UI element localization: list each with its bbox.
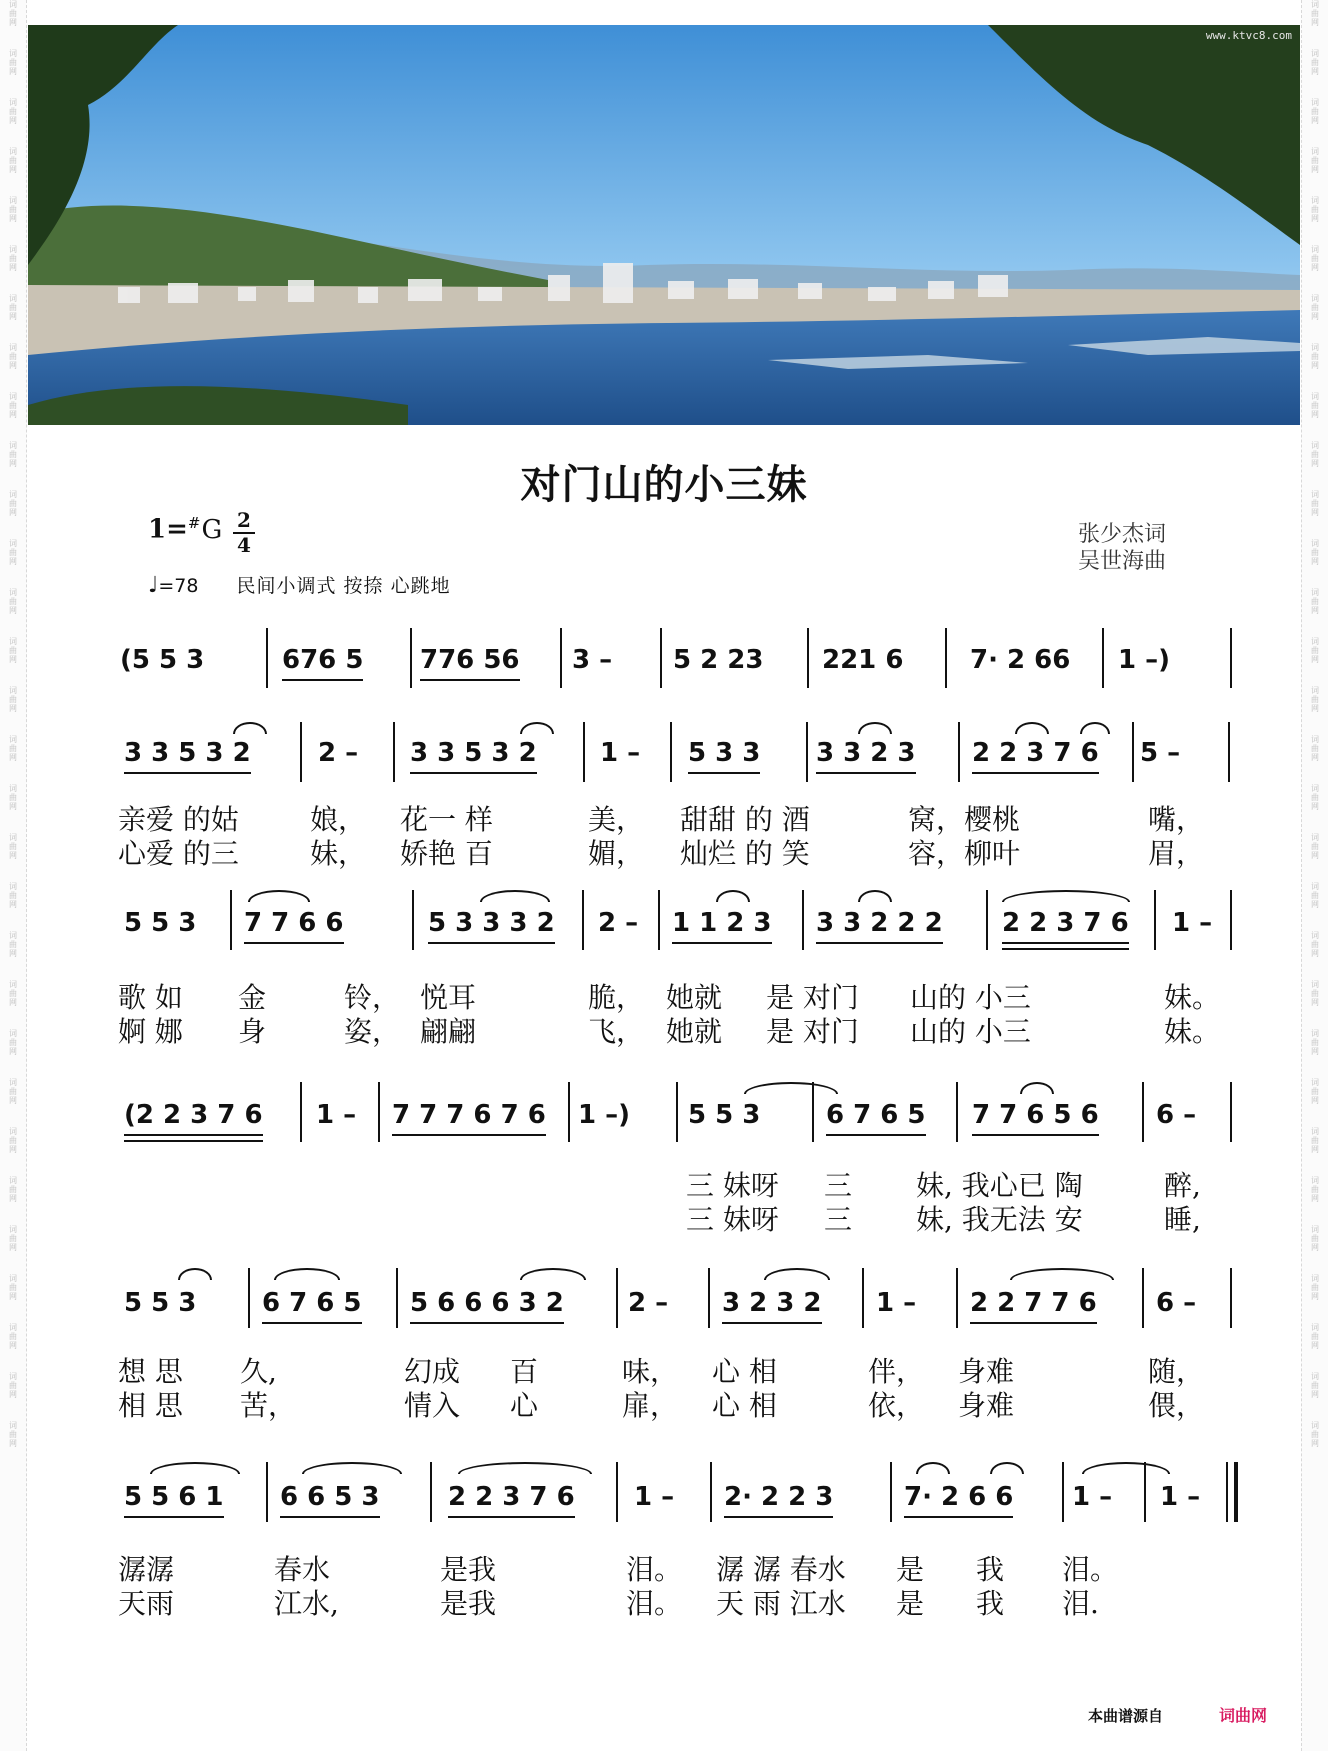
measure-group: 776 56 (420, 645, 520, 681)
measure-group: 1 –) (1118, 645, 1171, 675)
bar-line (430, 1462, 432, 1522)
side-watermark: 词 曲 网 (1311, 441, 1319, 468)
measure-group: 3 – (572, 645, 613, 675)
side-watermark: 词 曲 网 (9, 1323, 17, 1350)
lyric-word: 是我 (440, 1587, 497, 1620)
side-watermark: 词 曲 网 (9, 882, 17, 909)
side-watermark: 词 曲 网 (9, 490, 17, 517)
lyric-word: 幻成 (404, 1355, 461, 1388)
bar-line (410, 628, 412, 688)
lyric-word: 泪。 (626, 1587, 683, 1620)
measure-group: 2 – (628, 1288, 669, 1318)
bar-line (676, 1082, 678, 1142)
photo-watermark-url: www.ktvc8.com (1205, 29, 1292, 42)
bar-line (806, 722, 808, 782)
side-watermark: 词 曲 网 (1311, 637, 1319, 664)
bar-line (986, 890, 988, 950)
lyric-word: 是 对门 (766, 1015, 859, 1048)
style-description: 民间小调式 按捺 心跳地 (236, 575, 451, 597)
measure-group: 2· 2 2 3 (724, 1482, 833, 1518)
lyric-word: 妹。 (1164, 981, 1221, 1014)
lyric-word: 灿烂 的 笑 (680, 837, 810, 870)
lyric-word: 嘴， (1148, 803, 1205, 836)
measure-group: 7· 2 6 6 (904, 1482, 1013, 1518)
lyric-word: 扉， (622, 1389, 679, 1422)
side-watermark: 词 曲 网 (9, 343, 17, 370)
lyric-word: 春水 (274, 1553, 331, 1586)
measure-group: 5 2 23 (673, 645, 764, 675)
side-watermark: 词 曲 网 (9, 686, 17, 713)
measure-group: 5 3 3 (688, 738, 760, 774)
key-one: 1= (148, 514, 188, 545)
slur (520, 722, 554, 734)
measure-group: 676 5 (282, 645, 363, 681)
slur (1002, 890, 1130, 902)
side-watermark: 词 曲 网 (9, 1176, 17, 1203)
side-watermark: 词 曲 网 (1311, 343, 1319, 370)
measure-group: 5 6 6 6 3 2 (410, 1288, 564, 1324)
side-watermark: 词 曲 网 (9, 147, 17, 174)
slur (1020, 1082, 1054, 1094)
side-watermark: 词 曲 网 (1311, 98, 1319, 125)
lyric-word: 三 (824, 1169, 853, 1202)
slur (1010, 1268, 1114, 1280)
lyric-word: 铃， (344, 981, 401, 1014)
measure-group: (2 2 3 7 6 (124, 1100, 263, 1136)
side-watermark: 词 曲 网 (1311, 1127, 1319, 1154)
lyric-word: 依， (868, 1389, 925, 1422)
bar-line (1230, 1082, 1232, 1142)
measure-group: 2 2 7 7 6 (970, 1288, 1097, 1324)
side-watermark: 词 曲 网 (9, 98, 17, 125)
slur (274, 1268, 340, 1280)
right-watermark-strip (1301, 0, 1328, 1751)
measure-group: 1 – (600, 738, 641, 768)
bar-line (1230, 890, 1232, 950)
lyric-word: 醉, (1164, 1169, 1201, 1202)
lyric-word: 飞， (588, 1015, 645, 1048)
lyric-word: 眉， (1148, 837, 1205, 870)
side-watermark: 词 曲 网 (1311, 931, 1319, 958)
measure-group: 7 7 7 6 7 6 (392, 1100, 546, 1136)
side-watermark: 词 曲 网 (9, 1078, 17, 1105)
lyric-word: 她就 (666, 981, 723, 1014)
credits (1078, 521, 1166, 575)
side-watermark: 词 曲 网 (9, 441, 17, 468)
side-watermark: 词 曲 网 (1311, 1323, 1319, 1350)
tempo-line (148, 571, 451, 598)
side-watermark: 词 曲 网 (1311, 1225, 1319, 1252)
side-watermark: 词 曲 网 (9, 245, 17, 272)
lyric-word: 随， (1148, 1355, 1205, 1388)
measure-group: 3 3 5 3 2 (410, 738, 537, 774)
measure-group: 7 7 6 6 (244, 908, 344, 944)
lyric-word: 睡, (1164, 1203, 1201, 1236)
lyric-word: 金 (238, 981, 267, 1014)
measure-group: 2 – (318, 738, 359, 768)
slur (302, 1462, 402, 1474)
side-watermark: 词 曲 网 (9, 1127, 17, 1154)
bar-line (583, 722, 585, 782)
lyric-word: 妹, 我无法 安 (916, 1203, 1083, 1236)
slur (744, 1082, 838, 1094)
measure-group: 5 5 3 (124, 1288, 197, 1318)
bar-line (708, 1268, 710, 1328)
side-watermark: 词 曲 网 (9, 1029, 17, 1056)
side-watermark: 词 曲 网 (1311, 980, 1319, 1007)
slur (248, 890, 310, 902)
lyric-word: 山的 小三 (910, 1015, 1031, 1048)
slur (233, 722, 267, 734)
lyric-word: 婀 娜 (118, 1015, 183, 1048)
lyric-word: 三 妹呀 (686, 1169, 779, 1202)
bar-line (1062, 1462, 1064, 1522)
lyric-word: 身难 (958, 1355, 1015, 1388)
lyric-word: 身 (238, 1015, 267, 1048)
slur (458, 1462, 592, 1474)
side-watermark: 词 曲 网 (9, 49, 17, 76)
lyricist: 张少杰词 (1078, 522, 1167, 547)
side-watermark: 词 曲 网 (9, 833, 17, 860)
side-watermark: 词 曲 网 (1311, 392, 1319, 419)
bar-line (300, 1082, 302, 1142)
measure-group: 5 5 3 (688, 1100, 761, 1130)
key-letter: G (201, 514, 223, 545)
key-signature (148, 514, 222, 545)
side-watermark: 词 曲 网 (9, 784, 17, 811)
slur (480, 890, 550, 902)
slur (916, 1462, 950, 1474)
lyric-word: 妹, 我心已 陶 (916, 1169, 1083, 1202)
lyric-word: 心 相 (712, 1355, 777, 1388)
slur (150, 1462, 240, 1474)
slur (1080, 722, 1110, 734)
lyric-word: 山的 小三 (910, 981, 1031, 1014)
lyric-word: 是 (896, 1587, 925, 1620)
lyric-word: 亲爱 的姑 (118, 803, 239, 836)
measure-group: 1 – (634, 1482, 675, 1512)
lyric-word: 容，柳叶 (908, 837, 1021, 870)
composer: 吴世海曲 (1078, 549, 1167, 574)
measure-group: (5 5 3 (120, 645, 205, 675)
measure-group: 1 – (316, 1100, 357, 1130)
quarter-note-icon: ♩ (148, 573, 159, 598)
bar-line (1144, 1462, 1146, 1522)
side-watermark: 词 曲 网 (1311, 1372, 1319, 1399)
bar-line (812, 1082, 814, 1142)
lyric-word: 妹。 (1164, 1015, 1221, 1048)
slur (716, 890, 750, 902)
bar-line (248, 1268, 250, 1328)
lyric-word: 情入 (404, 1389, 461, 1422)
time-signature (233, 510, 255, 556)
measure-group: 1 1 2 3 (672, 908, 772, 944)
lyric-word: 泪. (1062, 1587, 1099, 1620)
measure-group: 7 7 6 5 6 (972, 1100, 1099, 1136)
lyric-word: 三 (824, 1203, 853, 1236)
lyric-word: 花一 样 (400, 803, 493, 836)
bar-line (266, 1462, 268, 1522)
measure-group: 221 6 (822, 645, 904, 675)
side-watermark: 词 曲 网 (9, 392, 17, 419)
side-watermark: 词 曲 网 (1311, 686, 1319, 713)
lyric-word: 歌 如 (118, 981, 183, 1014)
lyric-word: 心爱 的三 (118, 837, 239, 870)
footer (1088, 1703, 1267, 1726)
lyric-word: 天雨 (118, 1587, 175, 1620)
bar-line (300, 722, 302, 782)
bar-line (1102, 628, 1104, 688)
measure-group: 3 3 5 3 2 (124, 738, 251, 774)
bar-line (616, 1462, 618, 1522)
measure-group: 5 5 6 1 (124, 1482, 224, 1518)
side-watermark: 词 曲 网 (9, 735, 17, 762)
side-watermark: 词 曲 网 (9, 196, 17, 223)
side-watermark: 词 曲 网 (1311, 196, 1319, 223)
side-watermark: 词 曲 网 (1311, 147, 1319, 174)
measure-group: 7· 2 66 (970, 645, 1071, 675)
slur (178, 1268, 212, 1280)
bar-line (862, 1268, 864, 1328)
side-watermark: 词 曲 网 (1311, 1421, 1319, 1448)
slur (990, 1462, 1024, 1474)
measure-group: 2 2 3 7 6 (1002, 908, 1129, 944)
side-watermark: 词 曲 网 (1311, 882, 1319, 909)
measure-group: 6 – (1156, 1288, 1197, 1318)
measure-group: 5 – (1140, 738, 1181, 768)
final-double-bar-line (1226, 1462, 1238, 1522)
side-watermark: 词 曲 网 (1311, 833, 1319, 860)
slur (1015, 722, 1049, 734)
lyric-word: 甜甜 的 酒 (680, 803, 810, 836)
side-watermark: 词 曲 网 (1311, 490, 1319, 517)
side-watermark: 词 曲 网 (1311, 588, 1319, 615)
measure-group: 6 – (1156, 1100, 1197, 1130)
side-watermark: 词 曲 网 (9, 1372, 17, 1399)
brand-link[interactable]: 词曲网 (1219, 1706, 1268, 1725)
bar-line (616, 1268, 618, 1328)
lyric-word: 悦耳 (420, 981, 477, 1014)
measure-group: 2 – (598, 908, 639, 938)
lyric-word: 翩翩 (420, 1015, 477, 1048)
side-watermark: 词 曲 网 (1311, 1029, 1319, 1056)
measure-group: 2 2 3 7 6 (972, 738, 1099, 774)
bar-line (396, 1268, 398, 1328)
bar-line (956, 1082, 958, 1142)
lyric-word: 偎， (1148, 1389, 1205, 1422)
measure-group: 1 – (1072, 1482, 1113, 1512)
lyric-word: 美， (588, 803, 645, 836)
side-watermark: 词 曲 网 (1311, 1274, 1319, 1301)
song-title: 对门山的小三妹 (520, 461, 808, 508)
lyric-word: 潺潺 (118, 1553, 175, 1586)
time-signature-bottom: 4 (237, 533, 251, 557)
side-watermark: 词 曲 网 (9, 1225, 17, 1252)
lyric-word: 我 (976, 1553, 1005, 1586)
bar-line (1142, 1082, 1144, 1142)
lyric-word: 百 (510, 1355, 539, 1388)
measure-group: 6 6 5 3 (280, 1482, 380, 1518)
sharp-symbol: # (187, 514, 201, 532)
lyric-word: 江水, (274, 1587, 339, 1620)
side-watermark: 词 曲 网 (1311, 735, 1319, 762)
measure-group: 2 2 3 7 6 (448, 1482, 575, 1518)
bar-line (1230, 1268, 1232, 1328)
bar-line (1230, 628, 1232, 688)
slur (858, 890, 892, 902)
bar-line (230, 890, 232, 950)
lyric-word: 三 妹呀 (686, 1203, 779, 1236)
lyric-word: 是 对门 (766, 981, 859, 1014)
side-watermark: 词 曲 网 (1311, 245, 1319, 272)
header-landscape-photo (28, 25, 1300, 425)
side-watermark: 词 曲 网 (9, 980, 17, 1007)
bar-line (802, 890, 804, 950)
source-label: 本曲谱源自 (1088, 1707, 1164, 1725)
bar-line (1132, 722, 1134, 782)
slur (858, 722, 892, 734)
measure-group: 1 – (1172, 908, 1213, 938)
lyric-word: 脆， (588, 981, 645, 1014)
bar-line (582, 890, 584, 950)
measure-group: 3 2 3 2 (722, 1288, 822, 1324)
measure-group: 3 3 2 2 2 (816, 908, 943, 944)
side-watermark: 词 曲 网 (9, 637, 17, 664)
lyric-word: 妹， (310, 837, 367, 870)
measure-group: 5 5 3 (124, 908, 197, 938)
side-watermark: 词 曲 网 (1311, 49, 1319, 76)
bar-line (807, 628, 809, 688)
lyric-word: 窝，樱桃 (908, 803, 1021, 836)
lyric-word: 相 思 (118, 1389, 183, 1422)
slur (764, 1268, 830, 1280)
lyric-word: 久, (240, 1355, 277, 1388)
side-watermark: 词 曲 网 (9, 294, 17, 321)
side-watermark: 词 曲 网 (1311, 784, 1319, 811)
lyric-word: 苦， (240, 1389, 297, 1422)
measure-group: 6 7 6 5 (262, 1288, 362, 1324)
bar-line (378, 1082, 380, 1142)
side-watermark: 词 曲 网 (9, 539, 17, 566)
time-signature-top: 2 (237, 508, 251, 532)
side-watermark: 词 曲 网 (1311, 0, 1319, 27)
side-watermark: 词 曲 网 (9, 588, 17, 615)
side-watermark: 词 曲 网 (9, 1421, 17, 1448)
lyric-word: 娘， (310, 803, 367, 836)
lyric-word: 是 (896, 1553, 925, 1586)
slur (1082, 1462, 1170, 1474)
lyric-word: 媚， (588, 837, 645, 870)
bar-line (393, 722, 395, 782)
measure-group: 5 3 3 3 2 (428, 908, 555, 944)
lyric-word: 天 雨 江水 (716, 1587, 846, 1620)
lyric-word: 身难 (958, 1389, 1015, 1422)
bar-line (412, 890, 414, 950)
bar-line (945, 628, 947, 688)
lyric-word: 心 相 (712, 1389, 777, 1422)
lyric-word: 想 思 (118, 1355, 183, 1388)
lyric-word: 我 (976, 1587, 1005, 1620)
bar-line (1154, 890, 1156, 950)
bar-line (670, 722, 672, 782)
bar-line (956, 1268, 958, 1328)
lyric-word: 泪。 (1062, 1553, 1119, 1586)
bar-line (660, 628, 662, 688)
side-watermark: 词 曲 网 (1311, 539, 1319, 566)
tempo-bpm: =78 (158, 575, 199, 597)
bar-line (658, 890, 660, 950)
lyric-word: 泪。 (626, 1553, 683, 1586)
lyric-word: 是我 (440, 1553, 497, 1586)
lyric-word: 潺 潺 春水 (716, 1553, 846, 1586)
bar-line (568, 1082, 570, 1142)
lyric-word: 姿， (344, 1015, 401, 1048)
side-watermark: 词 曲 网 (1311, 1078, 1319, 1105)
measure-group: 1 –) (578, 1100, 631, 1130)
side-watermark: 词 曲 网 (1311, 1176, 1319, 1203)
measure-group: 3 3 2 3 (816, 738, 916, 774)
bar-line (958, 722, 960, 782)
lyric-word: 味， (622, 1355, 679, 1388)
bar-line (710, 1462, 712, 1522)
side-watermark: 词 曲 网 (9, 931, 17, 958)
landscape-illustration (28, 25, 1300, 425)
left-watermark-strip (0, 0, 27, 1751)
bar-line (890, 1462, 892, 1522)
side-watermark: 词 曲 网 (9, 0, 17, 27)
measure-group: 6 7 6 5 (826, 1100, 926, 1136)
lyric-word: 伴， (868, 1355, 925, 1388)
side-watermark: 词 曲 网 (1311, 294, 1319, 321)
lyric-word: 她就 (666, 1015, 723, 1048)
bar-line (1228, 722, 1230, 782)
bar-line (1142, 1268, 1144, 1328)
measure-group: 1 – (1160, 1482, 1201, 1512)
lyric-word: 娇艳 百 (400, 837, 493, 870)
side-watermark: 词 曲 网 (9, 1274, 17, 1301)
bar-line (266, 628, 268, 688)
bar-line (560, 628, 562, 688)
lyric-word: 心 (510, 1389, 539, 1422)
slur (520, 1268, 586, 1280)
measure-group: 1 – (876, 1288, 917, 1318)
